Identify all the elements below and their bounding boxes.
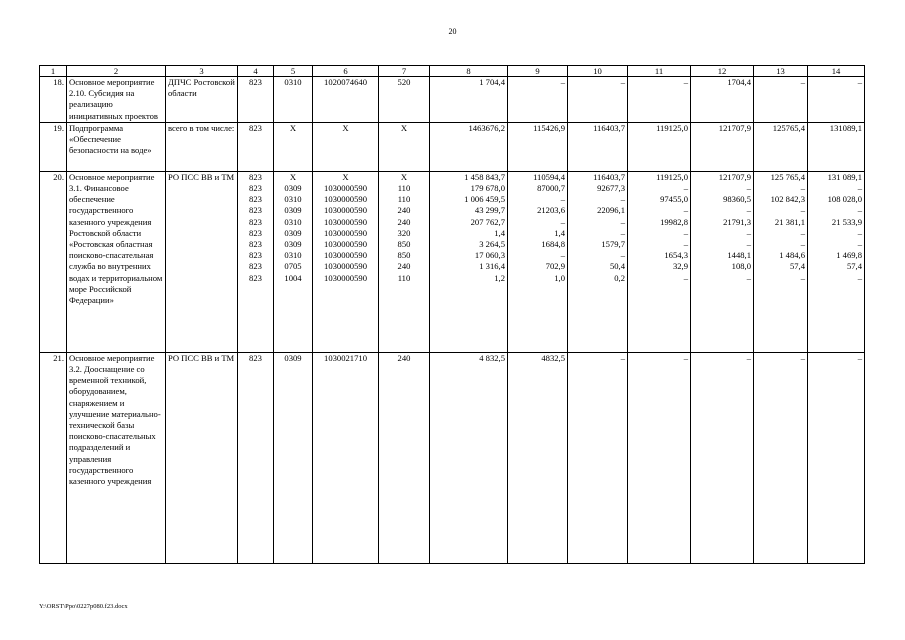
cell-value: 116403,7 xyxy=(593,171,625,182)
rz-cell xyxy=(274,352,313,563)
year-cell xyxy=(508,352,568,563)
cell-value: 3 264,5 xyxy=(479,238,505,249)
cell-value: 1 704,4 xyxy=(479,77,505,87)
cell-value: – xyxy=(857,227,862,238)
cell-value: – xyxy=(620,352,625,363)
cell-value: 1030000590 xyxy=(324,250,367,261)
cell-value: 1 484,6 xyxy=(779,250,805,261)
year-cell xyxy=(691,122,754,171)
cell-value: – xyxy=(746,227,751,238)
cell-value: 1448,1 xyxy=(727,250,751,261)
cell-value: 110 xyxy=(397,183,411,193)
cell-value: 0310 xyxy=(284,194,302,205)
cell-value: 119125,0 xyxy=(656,122,688,133)
year-cell xyxy=(808,77,865,123)
cell-value: – xyxy=(683,272,688,283)
rz-cell xyxy=(274,122,313,171)
cell-value: 97455,0 xyxy=(660,194,688,205)
cell-value: 19982,8 xyxy=(660,216,688,227)
header-cell: 10 xyxy=(568,66,628,77)
cell-value: 32,9 xyxy=(672,261,688,272)
cell-value: 1030000590 xyxy=(324,194,367,205)
year-cell xyxy=(691,171,754,352)
cell-value: 1030000590 xyxy=(324,227,367,238)
year-cell xyxy=(628,171,691,352)
header-cell: 7 xyxy=(379,66,430,77)
cell-value: 1004 xyxy=(284,272,302,283)
cell-value: 1 316,4 xyxy=(479,261,505,272)
cell-value: 110 xyxy=(397,272,411,283)
cell-value: 21 381,1 xyxy=(774,216,805,227)
cell-value: – xyxy=(800,183,805,193)
header-row xyxy=(40,66,865,77)
cell-value: 1030000590 xyxy=(324,261,367,272)
cell-value: 0310 xyxy=(284,216,302,227)
cell-value: 179 678,0 xyxy=(470,183,505,193)
cell-value: – xyxy=(800,352,805,363)
year-cell xyxy=(508,122,568,171)
cell-value: 115426,9 xyxy=(533,122,565,133)
cell-value: – xyxy=(620,250,625,261)
cell-value: 0309 xyxy=(284,238,302,249)
cell-value: 320 xyxy=(397,227,411,238)
measure-name: Основное мероприятие 3.2. Дооснащение со временной техникой, оборудованием, снаряжением и улучшение материально-технической базы поисково-спасательных подразделений и управления государственного казенного учреждения xyxy=(67,352,166,563)
cell-value: – xyxy=(683,77,688,87)
vr-cell xyxy=(379,352,430,563)
cell-value: 1684,8 xyxy=(541,238,565,249)
cell-value: 207 762,7 xyxy=(470,216,505,227)
cell-value: 0,2 xyxy=(614,272,625,283)
cell-value: 823 xyxy=(249,194,262,205)
cell-value: 240 xyxy=(397,205,411,216)
cell-value: 520 xyxy=(397,77,411,87)
cell-value: 823 xyxy=(249,183,262,193)
cell-value: – xyxy=(620,77,625,87)
cell-value: – xyxy=(620,216,625,227)
year-cell xyxy=(508,77,568,123)
cell-value: 1,4 xyxy=(554,227,565,238)
header-cell: 1 xyxy=(40,66,67,77)
cell-value: – xyxy=(857,238,862,249)
csr-cell xyxy=(313,122,379,171)
cell-value: Х xyxy=(342,171,349,182)
cell-value: 823 xyxy=(249,122,262,133)
cell-value: – xyxy=(560,250,565,261)
cell-value: 1030000590 xyxy=(324,238,367,249)
cell-value: 0705 xyxy=(284,261,302,272)
header-cell: 8 xyxy=(430,66,508,77)
cell-value: 21791,3 xyxy=(723,216,751,227)
header-cell: 2 xyxy=(67,66,166,77)
cell-value: 131089,1 xyxy=(829,122,862,133)
cell-value: 121707,9 xyxy=(718,122,751,133)
cell-value: 0309 xyxy=(284,183,302,193)
cell-value: Х xyxy=(289,171,297,182)
cell-value: 0309 xyxy=(284,205,302,216)
cell-value: – xyxy=(560,194,565,205)
header-cell: 6 xyxy=(313,66,379,77)
year-cell xyxy=(808,122,865,171)
cell-value: 1030021710 xyxy=(324,352,367,363)
cell-value: 57,4 xyxy=(846,261,862,272)
cell-value: – xyxy=(746,183,751,193)
cell-value: 131 089,1 xyxy=(827,171,862,182)
cell-value: 92677,3 xyxy=(597,183,625,193)
cell-value: 125765,4 xyxy=(772,122,805,133)
cell-value: – xyxy=(800,227,805,238)
cell-value: 823 xyxy=(249,227,262,238)
year-cell xyxy=(808,352,865,563)
cell-value: – xyxy=(620,194,625,205)
cell-value: – xyxy=(683,352,688,363)
year-cell xyxy=(754,171,808,352)
header-cell: 3 xyxy=(166,66,238,77)
table-row xyxy=(40,352,865,563)
executor: всего в том числе: xyxy=(166,122,238,171)
grbs-cell xyxy=(238,352,274,563)
total-cell xyxy=(430,171,508,352)
vr-cell xyxy=(379,122,430,171)
year-cell xyxy=(691,352,754,563)
cell-value: 1020074640 xyxy=(324,77,367,87)
total-cell xyxy=(430,352,508,563)
row-number: 21. xyxy=(40,352,67,563)
cell-value: 1579,7 xyxy=(601,238,625,249)
cell-value: 240 xyxy=(397,352,411,363)
cell-value: 823 xyxy=(249,272,262,283)
cell-value: 116403,7 xyxy=(593,122,625,133)
header-cell: 5 xyxy=(274,66,313,77)
grbs-cell xyxy=(238,122,274,171)
cell-value: – xyxy=(857,272,862,283)
grbs-cell xyxy=(238,77,274,123)
cell-value: 1463676,2 xyxy=(468,122,505,133)
cell-value: – xyxy=(800,205,805,216)
header-cell: 12 xyxy=(691,66,754,77)
csr-cell xyxy=(313,77,379,123)
cell-value: 240 xyxy=(397,261,411,272)
cell-value: – xyxy=(683,238,688,249)
cell-value: 102 842,3 xyxy=(770,194,805,205)
cell-value: 0310 xyxy=(284,250,302,261)
cell-value: – xyxy=(800,272,805,283)
executor: ДПЧС Ростовской области xyxy=(166,77,238,123)
year-cell xyxy=(568,122,628,171)
measure-name: Подпрограмма «Обеспечение безопасности на воде» xyxy=(67,122,166,171)
cell-value: – xyxy=(800,77,805,87)
cell-value: 110 xyxy=(397,194,411,205)
cell-value: Х xyxy=(400,122,408,133)
csr-cell xyxy=(313,171,379,352)
year-cell xyxy=(568,77,628,123)
cell-value: 21 533,9 xyxy=(831,216,862,227)
measure-name: Основное мероприятие 3.1. Финансовое обеспечение государственного казенного учреждения Ростовской области «Ростовская областная поисково-спасательная служба во внутренних водах и территориальном море Российской Федерации» xyxy=(67,171,166,352)
cell-value: 1030000590 xyxy=(324,216,367,227)
cell-value: – xyxy=(683,205,688,216)
cell-value: 4 832,5 xyxy=(479,352,505,363)
cell-value: – xyxy=(857,205,862,216)
year-cell xyxy=(808,171,865,352)
row-number: 19. xyxy=(40,122,67,171)
cell-value: – xyxy=(746,205,751,216)
cell-value: – xyxy=(746,238,751,249)
page-number: 20 xyxy=(448,27,457,36)
cell-value: 1,4 xyxy=(494,227,505,238)
cell-value: 50,4 xyxy=(609,261,625,272)
grbs-cell xyxy=(238,171,274,352)
year-cell xyxy=(508,171,568,352)
table-row xyxy=(40,171,865,352)
year-cell xyxy=(754,122,808,171)
cell-value: 125 765,4 xyxy=(770,171,805,182)
cell-value: 1030000590 xyxy=(324,205,367,216)
cell-value: – xyxy=(746,272,751,283)
cell-value: Х xyxy=(400,171,408,182)
cell-value: 823 xyxy=(249,216,262,227)
cell-value: 823 xyxy=(249,261,262,272)
cell-value: 240 xyxy=(397,216,411,227)
cell-value: 1 458 843,7 xyxy=(464,171,505,182)
measure-name: Основное мероприятие 2.10. Субсидия на реализацию инициативных проектов xyxy=(67,77,166,123)
year-cell xyxy=(568,171,628,352)
budget-table xyxy=(39,65,865,564)
table-row xyxy=(40,77,865,123)
header-cell: 13 xyxy=(754,66,808,77)
cell-value: 98360,5 xyxy=(723,194,751,205)
cell-value: 0310 xyxy=(284,77,302,87)
cell-value: 1 469,8 xyxy=(836,250,862,261)
cell-value: 108 028,0 xyxy=(827,194,862,205)
cell-value: 823 xyxy=(249,250,262,261)
cell-value: 17 060,3 xyxy=(474,250,505,261)
cell-value: 1,0 xyxy=(554,272,565,283)
row-number: 18. xyxy=(40,77,67,123)
cell-value: Х xyxy=(342,122,349,133)
cell-value: 119125,0 xyxy=(656,171,688,182)
cell-value: 121707,9 xyxy=(718,171,751,182)
vr-cell xyxy=(379,171,430,352)
cell-value: – xyxy=(683,183,688,193)
rz-cell xyxy=(274,77,313,123)
cell-value: 22096,1 xyxy=(597,205,625,216)
file-path-footer: Y:\ORST\Ppo\0227p080.f23.docx xyxy=(39,603,128,610)
cell-value: 4832,5 xyxy=(541,352,565,363)
cell-value: 21203,6 xyxy=(537,205,565,216)
cell-value: 1704,4 xyxy=(727,77,751,87)
header-cell: 14 xyxy=(808,66,865,77)
cell-value: 850 xyxy=(397,250,411,261)
cell-value: 87000,7 xyxy=(537,183,565,193)
cell-value: 43 299,7 xyxy=(474,205,505,216)
cell-value: – xyxy=(857,352,862,363)
cell-value: 1030000590 xyxy=(324,272,367,283)
cell-value: – xyxy=(857,77,862,87)
cell-value: 823 xyxy=(249,238,262,249)
cell-value: 108,0 xyxy=(731,261,751,272)
cell-value: 823 xyxy=(249,352,262,363)
header-cell: 9 xyxy=(508,66,568,77)
cell-value: – xyxy=(560,216,565,227)
cell-value: Х xyxy=(289,122,297,133)
year-cell xyxy=(754,352,808,563)
cell-value: – xyxy=(746,352,751,363)
cell-value: 850 xyxy=(397,238,411,249)
total-cell xyxy=(430,77,508,123)
row-number: 20. xyxy=(40,171,67,352)
executor: РО ПСС ВВ и ТМ xyxy=(166,171,238,352)
cell-value: 1654,3 xyxy=(664,250,688,261)
cell-value: – xyxy=(800,238,805,249)
cell-value: – xyxy=(683,227,688,238)
header-cell: 11 xyxy=(628,66,691,77)
cell-value: 0309 xyxy=(284,227,302,238)
table-row xyxy=(40,122,865,171)
year-cell xyxy=(568,352,628,563)
cell-value: 823 xyxy=(249,205,262,216)
cell-value: – xyxy=(620,227,625,238)
cell-value: 110594,4 xyxy=(533,171,565,182)
cell-value: 702,9 xyxy=(545,261,565,272)
header-cell: 4 xyxy=(238,66,274,77)
total-cell xyxy=(430,122,508,171)
year-cell xyxy=(628,122,691,171)
year-cell xyxy=(691,77,754,123)
year-cell xyxy=(628,77,691,123)
cell-value: 823 xyxy=(249,171,262,182)
cell-value: 1,2 xyxy=(494,272,505,283)
year-cell xyxy=(628,352,691,563)
rz-cell xyxy=(274,171,313,352)
cell-value: 823 xyxy=(249,77,262,87)
cell-value: 57,4 xyxy=(789,261,805,272)
cell-value: 1030000590 xyxy=(324,183,367,193)
cell-value: 0309 xyxy=(284,352,302,363)
vr-cell xyxy=(379,77,430,123)
cell-value: – xyxy=(857,183,862,193)
executor: РО ПСС ВВ и ТМ xyxy=(166,352,238,563)
cell-value: 1 006 459,5 xyxy=(464,194,505,205)
csr-cell xyxy=(313,352,379,563)
year-cell xyxy=(754,77,808,123)
cell-value: – xyxy=(560,77,565,87)
